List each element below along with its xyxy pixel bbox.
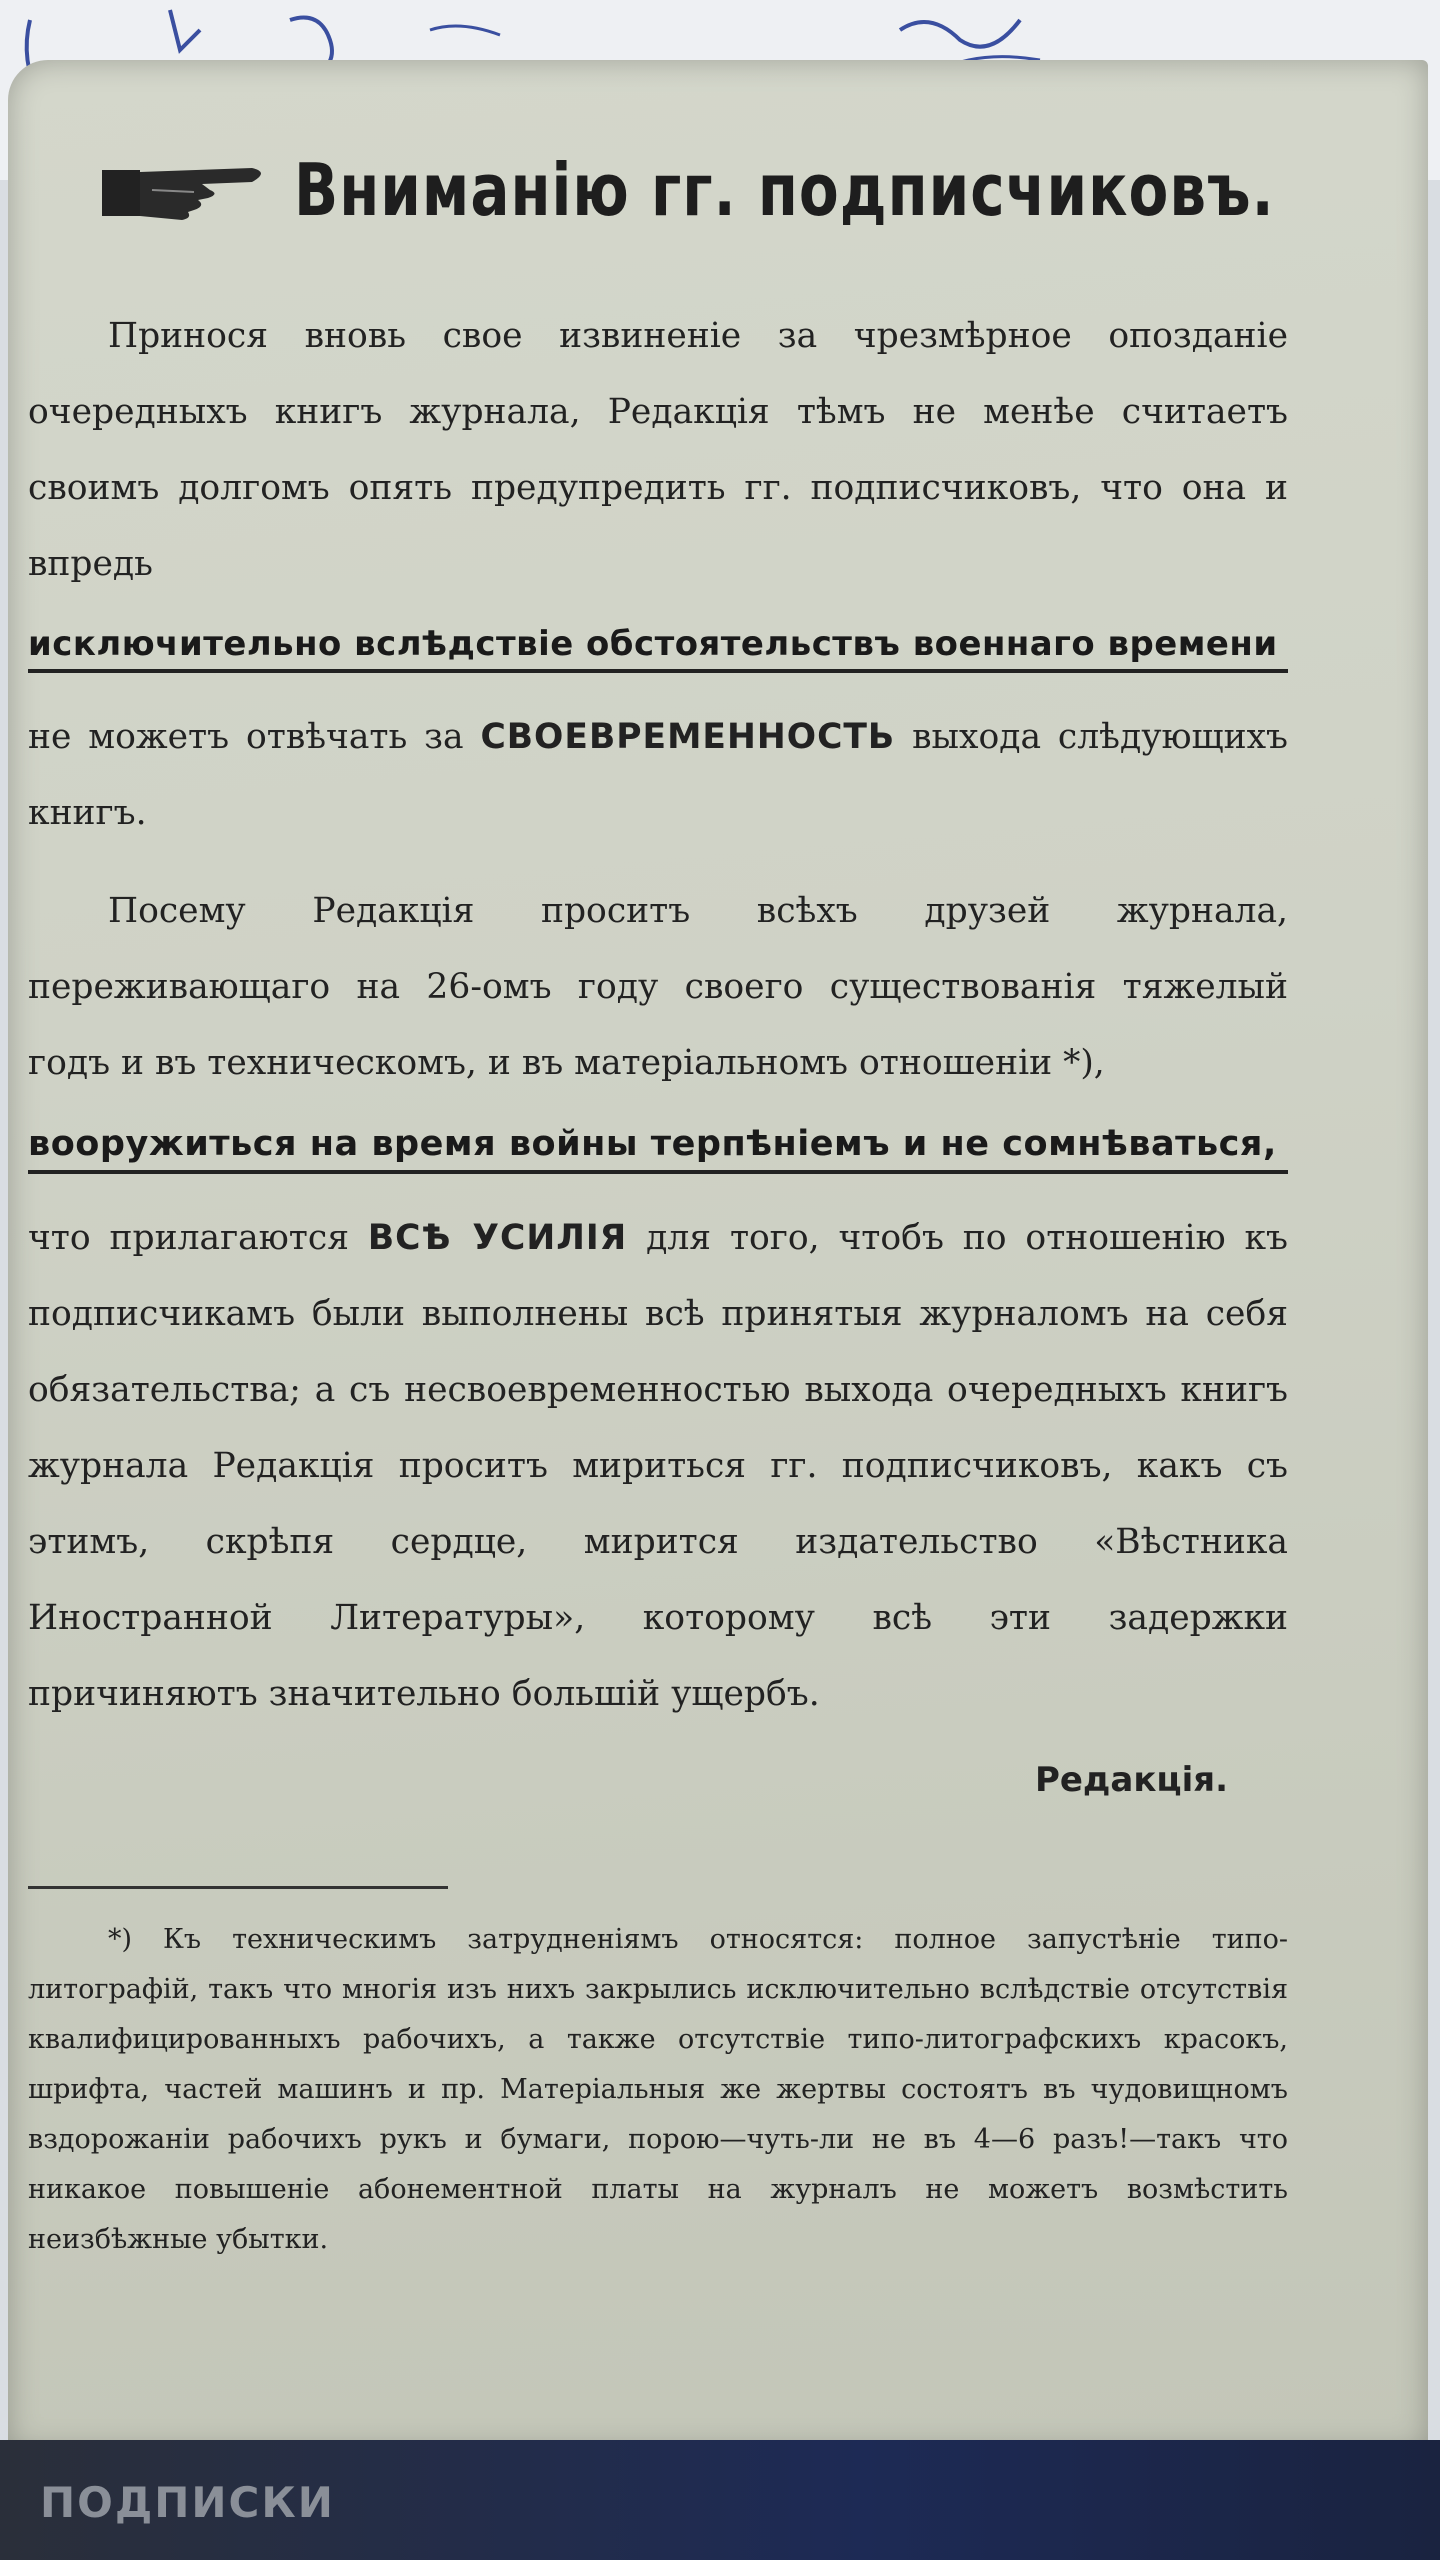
paragraph-4-start: что прилагаются (28, 1218, 368, 1258)
page-content (28, 130, 1288, 2265)
page-title: Вниманію гг. подписчиковъ. (294, 147, 1275, 233)
heading (28, 130, 1288, 250)
emphasis-all-efforts: ВСѢ УСИЛІЯ (367, 1218, 628, 1258)
footnote-divider (28, 1886, 448, 1889)
emphasis-timeliness: СВОЕВРЕМЕННОСТЬ (480, 717, 896, 757)
footnote-text: *) Къ техническимъ затрудненіямъ относятся: полное запустѣніе типо-литографій, такъ что многія изъ нихъ закрылись исключительно вслѣдствіе отсутствія квалифицированныхъ рабочихъ, а также отсутствіе типо-литографскихъ красокъ, шрифта, частей машинъ и пр. Матеріальныя же жертвы состоятъ въ чудовищномъ вздорожаніи рабочихъ рукъ и бумаги, порою—чуть-ли не въ 4—6 разъ!—такъ что никакое повышеніе абонементной платы на журналъ не можетъ возмѣстить неизбѣжные убытки. (28, 1924, 1288, 2255)
paragraph-4-end: для того, чтобъ по отношенію къ подписчикамъ были выполнены всѣ принятыя журналомъ на себя обязательства; а съ несвоевременностью выхода очередныхъ книгъ журнала Редакція проситъ мириться гг. подписчиковъ, какъ съ этимъ, скрѣпя сердце, мирится издательство «Вѣстника Иностранной Литературы», которому всѣ эти задержки причиняютъ значительно большій ущербъ. (28, 1218, 1289, 1714)
banner-wartime: исключительно вслѣдствіе обстоятельствъ военнаго времени (28, 624, 1288, 673)
paragraph-2 (28, 699, 1288, 851)
paragraph-2-end: выхода слѣдующихъ книгъ. (28, 717, 1289, 833)
paragraph-2-start: не можетъ отвѣчать за (28, 717, 481, 757)
footnote (28, 1915, 1288, 2265)
paragraph-3: Посему Редакція проситъ всѣхъ друзей журнала, переживающаго на 26-омъ году своего существованія тяжелый годъ и въ техническомъ, и въ матеріальномъ отношеніи *), (28, 891, 1288, 1083)
paragraph-1: Принося вновь свое извиненіе за чрезмѣрное опозданіе очередныхъ книгъ журнала, Редакція тѣмъ не менѣе считаетъ своимъ долгомъ опять предупредить гг. подписчиковъ, что она и впредь (28, 316, 1288, 584)
pointing-hand-icon (102, 150, 272, 230)
underlying-page-fragment: ПОДПИСКИ (40, 2478, 335, 2527)
signature: Редакція. (1034, 1760, 1228, 1800)
banner-patience: вооружиться на время войны терпѣніемъ и не сомнѣваться, (28, 1123, 1288, 1174)
paragraph-4 (28, 1200, 1288, 1732)
